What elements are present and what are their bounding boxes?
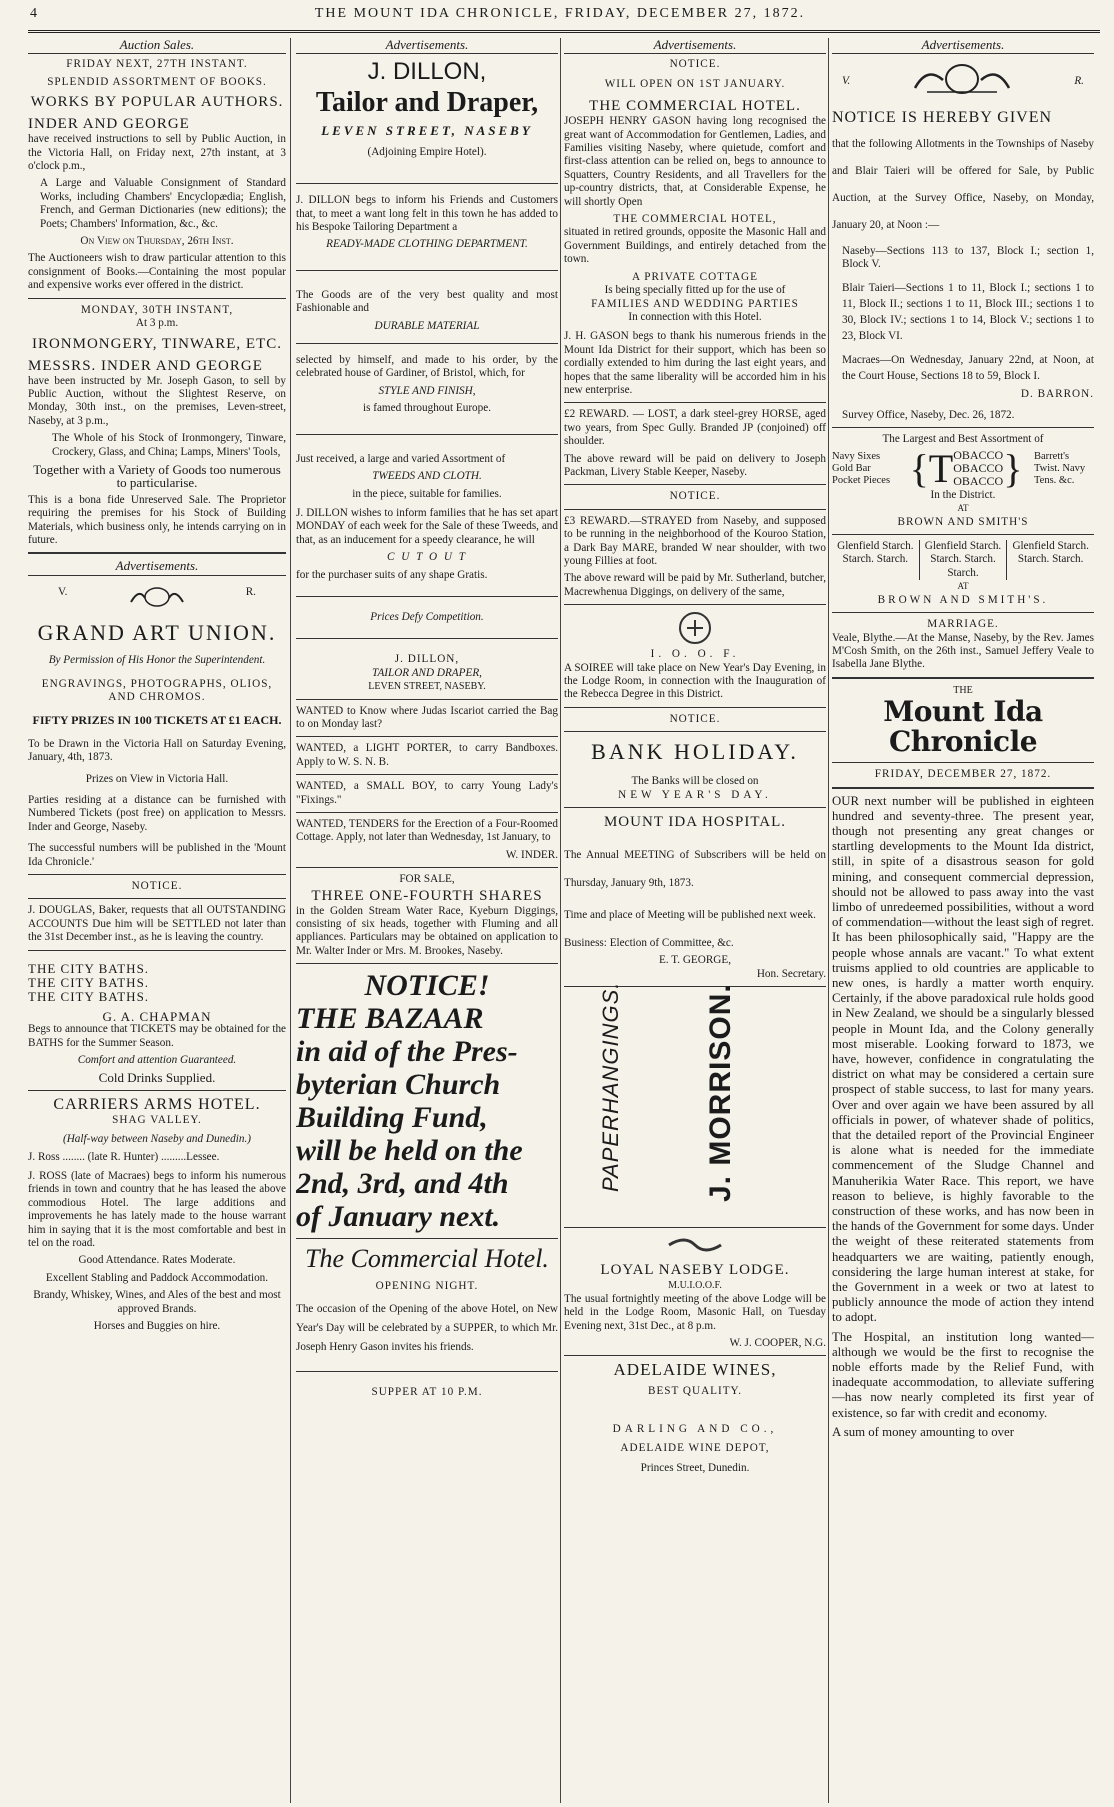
brown-smith-2: BROWN AND SMITH'S. xyxy=(877,593,1049,606)
baths-owner: G. A. CHAPMAN xyxy=(102,1008,212,1024)
section-heading: Advertisements. xyxy=(832,38,1094,54)
hotel-cottage: A PRIVATE COTTAGE xyxy=(632,270,758,283)
dillon-sig3: LEVEN STREET, NASEBY. xyxy=(368,681,486,693)
auctioneer-heading: INDER AND GEORGE xyxy=(28,116,190,133)
carriers-stabling: Excellent Stabling and Paddock Accommodation. xyxy=(45,1271,269,1284)
crest-icon xyxy=(907,62,1017,100)
masthead-title: THE MOUNT IDA CHRONICLE, FRIDAY, DECEMBER 27, 1872. xyxy=(314,6,806,21)
auction2-body: have been instructed by Mr. Joseph Gason, to sell by Public Auction, without the Slightest Reserve, on Monday, 30th inst., on the premises, Leven-street, Naseby, at 3 p.m., xyxy=(28,374,286,427)
crest-icon xyxy=(127,586,187,612)
bank-holiday-heading: BANK HOLIDAY. xyxy=(591,739,799,765)
reward-1: £2 REWARD. — LOST, a dark steel-grey HORSE, aged two years, from Spec Gully. Branded JP (conjoined) off shoulder. xyxy=(564,408,826,448)
chronicle-title: Mount Ida Chronicle xyxy=(883,695,1043,759)
dillon-street: LEVEN STREET, NASEBY xyxy=(321,123,533,139)
crest-r: R. xyxy=(245,585,256,598)
hotel-families: FAMILIES AND WEDDING PARTIES xyxy=(591,297,799,310)
carriers-way: (Half-way between Naseby and Dunedin.) xyxy=(63,1133,251,1146)
art-union-items: ENGRAVINGS, PHOTOGRAPHS, OLIOS, AND CHROMOS. xyxy=(41,677,273,703)
art-union-view: Prizes on View in Victoria Hall. xyxy=(85,772,229,785)
bazaar-line: in aid of the Pres- xyxy=(296,1035,518,1069)
reward-1-b: The above reward will be paid on delivery to Joseph Packman, Livery Stable Keeper, Naseby. xyxy=(564,452,826,478)
art-union-drawn: To be Drawn in the Victoria Hall on Saturday Evening, January, 4th, 1873. xyxy=(28,737,286,764)
auction-body-2: A Large and Valuable Consignment of Standard Works, including Chambers' Encyclopædia; English, French, and German Dictionaries (new editions); the Poets; Chambers' Information, &c., &c. xyxy=(40,177,286,230)
lodge-body: The usual fortnightly meeting of the above Lodge will be held in the Lodge Room, Masonic Hall, on Tuesday Evening next, 31st Dec., at 8 p.m. xyxy=(564,1292,826,1332)
lodge-sig: W. J. COOPER, N.G. xyxy=(729,1336,826,1349)
notice-2: NOTICE. xyxy=(669,490,721,503)
starch-grid xyxy=(832,540,1094,580)
carriers-lessee: J. Ross ........ (late R. Hunter) .........Lessee. xyxy=(28,1150,220,1163)
column-3 xyxy=(564,38,826,1803)
section-heading: Advertisements. xyxy=(296,38,558,54)
dillon-tweeds: TWEEDS AND CLOTH. xyxy=(372,470,482,483)
tobacco-largest: The Largest and Best Assortment of xyxy=(882,433,1044,446)
tobacco-word: OBACCO xyxy=(953,461,1004,476)
auction-date: FRIDAY NEXT, 27TH INSTANT. xyxy=(66,58,248,71)
wines-street: Princes Street, Dunedin. xyxy=(640,1461,750,1474)
wanted-3: WANTED, a SMALL BOY, to carry Young Lady's "Fixings." xyxy=(296,780,558,806)
brown-smith-1: BROWN AND SMITH'S xyxy=(897,515,1029,528)
dillon-trade: Tailor and Draper, xyxy=(315,87,539,119)
allotments-macraes: Macraes—On Wednesday, January 22nd, at Noon, at the Court House, Sections 18 to 59, Block I. xyxy=(842,353,1094,382)
dillon-dept: READY-MADE CLOTHING DEPARTMENT. xyxy=(326,238,528,251)
hotel-open: WILL OPEN ON 1ST JANUARY. xyxy=(604,77,786,90)
new-years-day: NEW YEAR'S DAY. xyxy=(618,788,772,801)
starch-col: Glenfield Starch. Starch. Starch. Starch. xyxy=(920,540,1008,580)
dillon-sig2: TAILOR AND DRAPER, xyxy=(372,666,482,679)
wines-best: BEST QUALITY. xyxy=(647,1385,742,1398)
chronicle-the: THE xyxy=(953,684,973,696)
hotel-conn: In connection with this Hotel. xyxy=(628,310,762,323)
reward-2-b: The above reward will be paid by Mr. Sutherland, butcher, Macrewhenua Diggings, on delivery of the same, xyxy=(564,572,826,598)
notice-given-body: that the following Allotments in the Townships of Naseby and Blair Taieri will be offered for Sale, by Public Auction, at the Survey Office, Naseby, on Monday, January 20, at Noon :— xyxy=(832,137,1094,231)
baths-cold: Cold Drinks Supplied. xyxy=(98,1070,216,1086)
dillon-piece: in the piece, suitable for families. xyxy=(352,487,502,500)
commercial-opening: OPENING NIGHT. xyxy=(375,1280,479,1293)
crest-v: V. xyxy=(842,74,851,87)
dillon-sig1: J. DILLON, xyxy=(394,653,460,666)
art-union-prizes: FIFTY PRIZES IN 100 TICKETS AT £1 EACH. xyxy=(32,713,282,728)
survey-office: Survey Office, Naseby, Dec. 26, 1872. xyxy=(842,409,1015,422)
hotel-name: THE COMMERCIAL HOTEL, xyxy=(613,213,777,226)
wanted-1: WANTED to Know where Judas Iscariot carried the Bag to on Monday last? xyxy=(296,704,558,730)
column-1 xyxy=(28,38,286,1803)
handshake-icon xyxy=(665,1233,725,1257)
bazaar-line: Building Fund, xyxy=(296,1101,488,1135)
tobacco-district: In the District. xyxy=(930,488,996,501)
auction2-body-4: This is a bona fide Unreserved Sale. The Proprietor requiring the premises for his Stock of Building Materials, which business only, he intends carrying on in future. xyxy=(28,493,286,546)
baths-comfort: Comfort and attention Guaranteed. xyxy=(77,1053,237,1066)
carriers-horses: Horses and Buggies on hire. xyxy=(93,1320,221,1332)
page-number: 4 xyxy=(30,6,37,21)
dillon-just: Just received, a large and varied Assortment of xyxy=(296,452,506,465)
auction-body: have received instructions to sell by Public Auction, in the Victoria Hall, on Friday next, 27th instant, at 3 o'clock p.m., xyxy=(28,133,286,173)
paperhangings-text: PAPERHANGINGS. xyxy=(598,981,623,1193)
hospital-time: Time and place of Meeting will be published next week. xyxy=(564,909,816,922)
hand-heart-icon xyxy=(677,610,713,646)
notice-given-heading: NOTICE IS HEREBY GIVEN xyxy=(832,108,1053,126)
hotel-heading: THE COMMERCIAL HOTEL. xyxy=(589,98,801,115)
commercial-body: The occasion of the Opening of the above Hotel, on New Year's Day will be celebrated by a SUPPER, to which Mr. Joseph Henry Gason invites his friends. xyxy=(296,1302,558,1353)
tobacco-left: Navy Sixes Gold Bar Pocket Pieces xyxy=(832,450,891,486)
auction2-title: IRONMONGERY, TINWARE, ETC. xyxy=(31,335,283,352)
lodge-muioof: M.U.I.O.O.F. xyxy=(668,1280,722,1292)
hotel-body: JOSEPH HENRY GASON having long recognised the great want of Accommodation for Gentlemen, Ladies, and Families visiting Naseby, where quietude, comfort and first-class attention can be relied on, begs to announce to Squatters, Country Residents, and all Travellers for the up-country districts, that, at Considerable Expense, he will shortly Open xyxy=(564,115,826,208)
dillon-durable: DURABLE MATERIAL xyxy=(374,319,480,332)
ioof-emblem xyxy=(564,610,826,648)
dillon-adj: (Adjoining Empire Hotel). xyxy=(367,145,487,158)
auction2-body-2: The Whole of his Stock of Ironmongery, Tinware, Crockery, Glass, and China; Lamps, Miners' Tools, xyxy=(52,432,286,458)
art-union-numbers: The successful numbers will be published in the 'Mount Ida Chronicle.' xyxy=(28,842,286,868)
dillon-cut: C U T O U T xyxy=(387,551,467,564)
section-heading: Advertisements. xyxy=(564,38,826,54)
wanted-4-sig: W. INDER. xyxy=(505,848,558,861)
tobacco-at: AT xyxy=(957,503,969,514)
hospital-business: Business: Election of Committee, &c. xyxy=(564,937,734,950)
hospital-body: The Annual MEETING of Subscribers will be held on Thursday, January 9th, 1873. xyxy=(564,849,826,890)
sale-heading: THREE ONE-FOURTH SHARES xyxy=(311,887,543,904)
city-baths-line: THE CITY BATHS. xyxy=(28,960,150,976)
crest-r: R. xyxy=(1074,74,1084,87)
carriers-brandy: Brandy, Whiskey, Wines, and Ales of the best and most approved Brands. xyxy=(33,1289,281,1315)
hospital-sec: Hon. Secretary. xyxy=(756,967,826,980)
barron-sig: D. BARRON. xyxy=(1020,387,1094,400)
carriers-heading: CARRIERS ARMS HOTEL. xyxy=(53,1095,261,1113)
dillon-goods: The Goods are of the very best quality and most Fashionable and xyxy=(296,288,558,315)
bazaar-line: 2nd, 3rd, and 4th xyxy=(296,1167,509,1201)
tobacco-right: Barrett's Twist. Navy Tens. &c. xyxy=(1034,450,1086,486)
carriers-body: J. ROSS (late of Macraes) begs to inform his numerous friends in town and country that he has leased the above commodious Hotel. The large additions and improvements he has lately made to the house warrant him in saying that it is the most comfortable and best in tel on the road. xyxy=(28,1169,286,1249)
wanted-4: WANTED, TENDERS for the Erection of a Four-Roomed Cottage. Apply, not later than Wednesday, 1st January, to xyxy=(296,818,558,844)
editorial-para-1: OUR next number will be published in eighteen hundred and seventy-three. The present year, though not presenting any great changes or startling developments to the Mount Ida district, still, in spite of a disastrous season for gold mining, and consequent commercial depression, should not be allowed to pass away into the vast limbo of unredeemed possibilities, without a word of commendation—without the least sigh of regret. It has been philosophically said, "Happy are the people whose annals are vacant." To what extent truisms applied to old countries are applicable to new ones, is hardly a matter worth enquiry. Certainly, if the above paradoxical rule holds good in New Zealand, we should be a singularly blessed people in Mount Ida, and the Colony generally most miserable. Looking forward to 1873, we have, however, confidence in congratulating the district on what may be considered a certain sure prospect of stable success, to last for many years. Over and over again we have been assured by all officials in power, of whatever shade of politics, that the detailed report of the Provincial Engineer is alone what is needed for the immediate commencement of the Sludge Channel and Manuherikia Water Race. This report, we have reason to believe, is highly favorable to the construction of these works, and has now been in the hands of the Government for some days. Under the weight of these reiterated statements from headquarters we are waiting, patiently enough, considering the large human interest at stake, for the Government in a week or two at latest to publicly announce the mode of action they intend to adopt. xyxy=(832,793,1094,1325)
wanted-2: WANTED, a LIGHT PORTER, to carry Bandboxes. Apply to W. S. N. B. xyxy=(296,742,558,768)
marriage-heading: MARRIAGE. xyxy=(927,618,999,631)
hospital-heading: MOUNT IDA HOSPITAL. xyxy=(603,814,787,831)
notice-heading: NOTICE. xyxy=(131,880,183,893)
art-union-heading: GRAND ART UNION. xyxy=(37,620,277,646)
reward-2: £3 REWARD.—STRAYED from Naseby, and supposed to be running in the neighborhood of the Kouroo Station, a Dark Bay MARE, branded W near shoulder, with two young Fillies at foot. xyxy=(564,514,826,567)
dillon-body: J. DILLON begs to inform his Friends and Customers that, to meet a want long felt in this town he has added to his Bespoke Tailoring Department a xyxy=(296,194,558,234)
dillon-selected: selected by himself, and made to his order, by the celebrated house of Gardiner, of Bristol, which, for xyxy=(296,354,558,380)
notice-3: NOTICE. xyxy=(669,712,721,725)
crest-v: V. xyxy=(58,585,68,598)
banks-closed: The Banks will be closed on xyxy=(631,775,759,788)
lodge-heading: LOYAL NASEBY LODGE. xyxy=(600,1262,790,1279)
sale-body: in the Golden Stream Water Race, Kyeburn Diggings, consisting of six heads, together with Fluming and all appliances. Particulars may be obtained on application to Mr. Walter Inder or Mrs. M. Brookes, Naseby. xyxy=(296,904,558,957)
royal-crest xyxy=(832,58,1094,104)
auction-subtitle: WORKS BY POPULAR AUTHORS. xyxy=(30,94,284,111)
starch-col: Glenfield Starch. Starch. Starch. xyxy=(832,540,920,580)
marriage-body: Veale, Blythe.—At the Manse, Naseby, by the Rev. James M'Cosh Smith, on the 26th inst., Samuel Jeffery Veale to Isabella Jane Blythe. xyxy=(832,631,1094,671)
hotel-thanks: J. H. GASON begs to thank his numerous friends in the Mount Ida District for their support, which has been so cordially extended to him during the last eight years, and hopes that the same liberality will be accorded him in his new enterprise. xyxy=(564,330,826,396)
city-baths-line: THE CITY BATHS. xyxy=(28,988,150,1004)
douglas-notice: J. DOUGLAS, Baker, requests that all OUTSTANDING ACCOUNTS Due him will be SETTLED not later than the 31st December inst., as he is leaving the country. xyxy=(28,904,286,944)
wines-darling: DARLING AND CO., xyxy=(612,1422,778,1435)
allotments-blair: Blair Taieri—Sections 1 to 11, Block I.; sections 1 to 11, Block II.; sections 1 to 11, Block III.; sections 1 to 30, Block IV.; sections 1 to 14, Block V.; sections 1 to 23, Block VI. xyxy=(842,281,1094,342)
column-rule xyxy=(560,38,561,1803)
bazaar-line: will be held on the xyxy=(296,1134,523,1168)
column-4 xyxy=(832,38,1094,1803)
hotel-fitted: Is being specially fitted up for the use of xyxy=(604,284,786,297)
tobacco-word: OBACCO xyxy=(953,448,1004,463)
tobacco-center xyxy=(898,445,1034,491)
section-heading: Advertisements. xyxy=(28,559,286,575)
bazaar-notice: NOTICE! xyxy=(364,969,490,1003)
column-2 xyxy=(296,38,558,1803)
wines-heading: ADELAIDE WINES, xyxy=(613,1360,777,1380)
column-rule xyxy=(828,38,829,1803)
chronicle-date: FRIDAY, DECEMBER 27, 1872. xyxy=(874,768,1052,781)
auction-view: On View on Thursday, 26th Inst. xyxy=(80,235,234,248)
section-heading: Auction Sales. xyxy=(28,38,286,54)
auction-title: SPLENDID ASSORTMENT OF BOOKS. xyxy=(47,75,267,88)
notice-1: NOTICE. xyxy=(669,58,721,71)
bazaar-line: of January next. xyxy=(296,1200,501,1234)
bazaar-line: THE BAZAAR xyxy=(296,1002,484,1036)
dillon-prices: Prices Defy Competition. xyxy=(370,610,484,623)
dillon-style: STYLE AND FINISH, xyxy=(378,384,476,397)
carriers-good: Good Attendance. Rates Moderate. xyxy=(78,1254,236,1267)
column-rule xyxy=(290,38,291,1803)
morrison-text: J. MORRISON. xyxy=(704,983,737,1203)
top-rule xyxy=(28,30,1100,33)
hotel-situated: situated in retired grounds, opposite the Masonic Hall and Government Buildings, and entirely detached from the town. xyxy=(564,226,826,266)
commercial-heading: The Commercial Hotel. xyxy=(305,1244,549,1274)
city-baths-line: THE CITY BATHS. xyxy=(28,974,150,990)
art-union-permission: By Permission of His Honor the Superintendent. xyxy=(48,654,266,667)
allotments-naseby: Naseby—Sections 113 to 137, Block I.; section 1, Block V. xyxy=(842,244,1094,271)
auction-note: The Auctioneers wish to draw particular attention to this consignment of Books.—Containing the most popular and expensive works ever offered in the district. xyxy=(28,252,286,292)
auction2-time: At 3 p.m. xyxy=(135,317,179,330)
tobacco-words xyxy=(953,449,1003,488)
tobacco-bracket-right: } xyxy=(1003,445,1023,491)
art-union-parties: Parties residing at a distance can be furnished with Numbered Tickets (post free) on application to Messrs. Inder and George, Naseby. xyxy=(28,794,286,833)
ioof-soiree: A SOIREE will take place on New Year's Day Evening, in the Lodge Room, in connection with the Inauguration of the Rebecca Degree in this District. xyxy=(564,661,826,701)
tobacco-block xyxy=(832,445,1094,491)
masthead xyxy=(0,6,1114,26)
morrison-ad xyxy=(564,981,826,1222)
dillon-wishes: J. DILLON wishes to inform families that he has set apart MONDAY of each week for the Sale of these Tweeds, and that, as an inducement for a speedy clearance, he will xyxy=(296,506,558,546)
royal-crest xyxy=(28,580,286,618)
tobacco-word: OBACCO xyxy=(953,474,1004,489)
wines-depot: ADELAIDE WINE DEPOT, xyxy=(620,1442,770,1455)
starch-col: Glenfield Starch. Starch. Starch. xyxy=(1012,540,1089,566)
commercial-supper: SUPPER AT 10 P.M. xyxy=(371,1385,483,1398)
editorial-para-3: A sum of money amounting to over xyxy=(832,1424,1014,1439)
carriers-place: SHAG VALLEY. xyxy=(112,1113,202,1126)
dillon-famed: is famed throughout Europe. xyxy=(362,402,491,415)
hospital-sig: E. T. GEORGE, xyxy=(659,954,731,967)
auction2-date: MONDAY, 30TH INSTANT, xyxy=(80,303,234,316)
handshake-emblem xyxy=(564,1233,826,1261)
city-baths-heading xyxy=(28,956,286,1010)
bazaar-line: byterian Church xyxy=(296,1068,501,1102)
dillon-name: J. DILLON, xyxy=(367,58,487,86)
ioof-heading: I. O. O. F. xyxy=(650,648,740,661)
tobacco-bracket-left: {T xyxy=(909,445,954,491)
auction2-heading: MESSRS. INDER AND GEORGE xyxy=(28,357,263,374)
editorial-para-2: The Hospital, an institution long wanted—although we would be the first to recognise the noble efforts made by the Relief Fund, with inadequate accommodation, to alleviate suffering—has now nearly completed its first year of existence, so far with credit and economy. xyxy=(832,1329,1094,1420)
starch-at: AT xyxy=(957,581,969,592)
sale-for: FOR SALE, xyxy=(399,873,455,886)
baths-body: Begs to announce that TICKETS may be obtained for the BATHS for the Summer Season. xyxy=(28,1023,286,1049)
dillon-purchaser: for the purchaser suits of any shape Gratis. xyxy=(296,568,488,581)
auction2-body-3: Together with a Variety of Goods too numerous to particularise. xyxy=(33,461,281,491)
